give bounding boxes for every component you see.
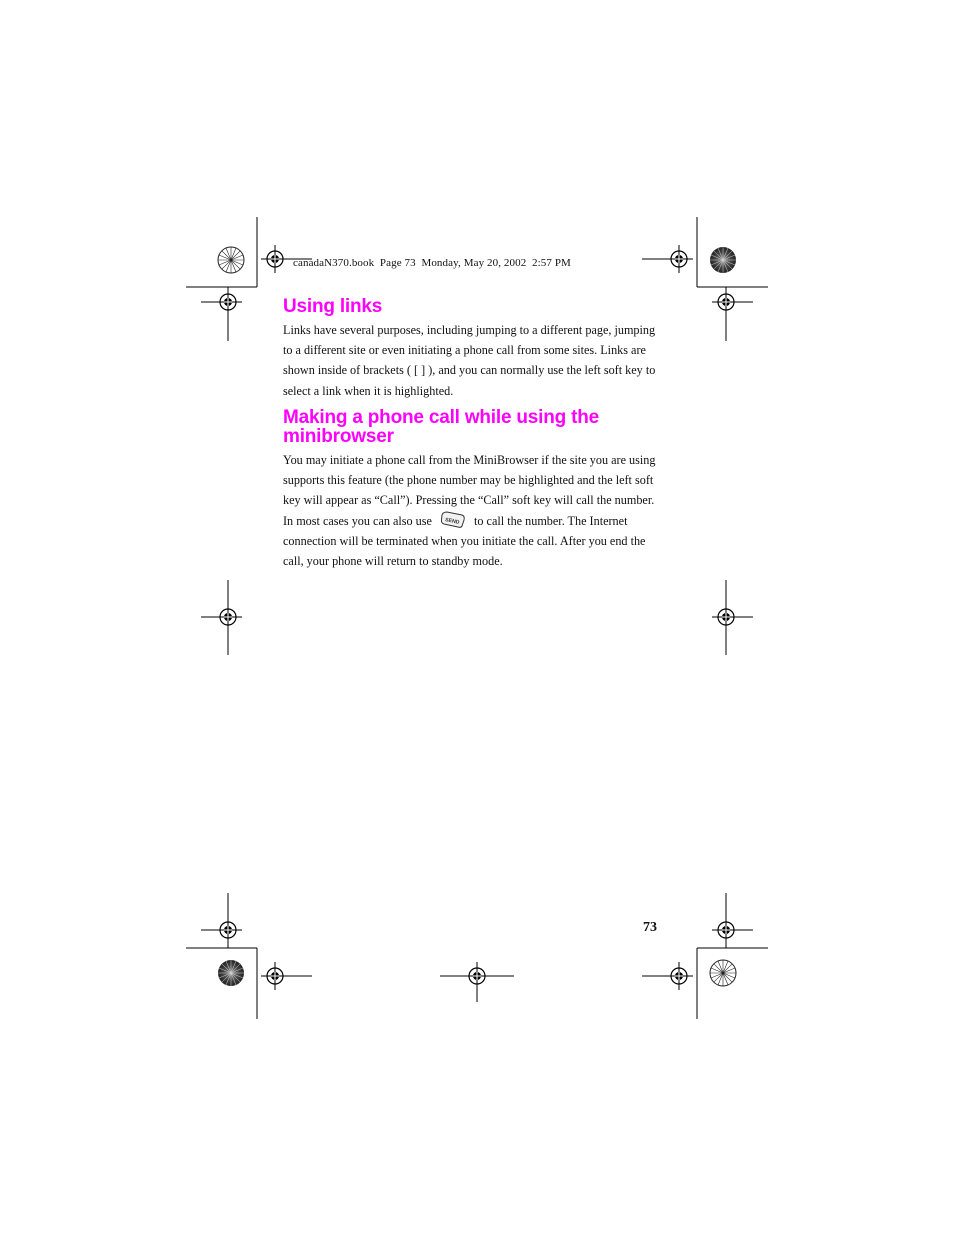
book-file-info: canadaN370.book Page 73 Monday, May 20, 2002 2:57 PM: [293, 257, 571, 269]
send-key-label: SEND: [444, 517, 460, 527]
section-heading-phone-call: Making a phone call while using the minibrowser: [283, 407, 600, 447]
body-text-before-icon: You may initiate a phone call from the MiniBrowser if the site you are using supports this feature (the phone number may be highlighted and the left soft key will appear as “Call”). Pressing the “Call” soft key will call the number. In most cases you can also use: [283, 453, 656, 528]
section-body-using-links: Links have several purposes, including jumping to a different page, jumping to a different site or even initiating a phone call from some sites. Links are shown inside of brackets ( [ ] ), and you can normally use the left soft key to select a link when it is highlighted.: [283, 323, 656, 398]
section-heading-using-links: Using links: [283, 296, 383, 317]
section-body-phone-call: [283, 450, 661, 571]
page-number: 73: [643, 920, 657, 935]
send-key-icon: [440, 511, 466, 529]
body-text-after-icon: to call the number. The Internet connection will be terminated when you initiate the call. After you end the call, your phone will return to standby mode.: [283, 513, 646, 569]
